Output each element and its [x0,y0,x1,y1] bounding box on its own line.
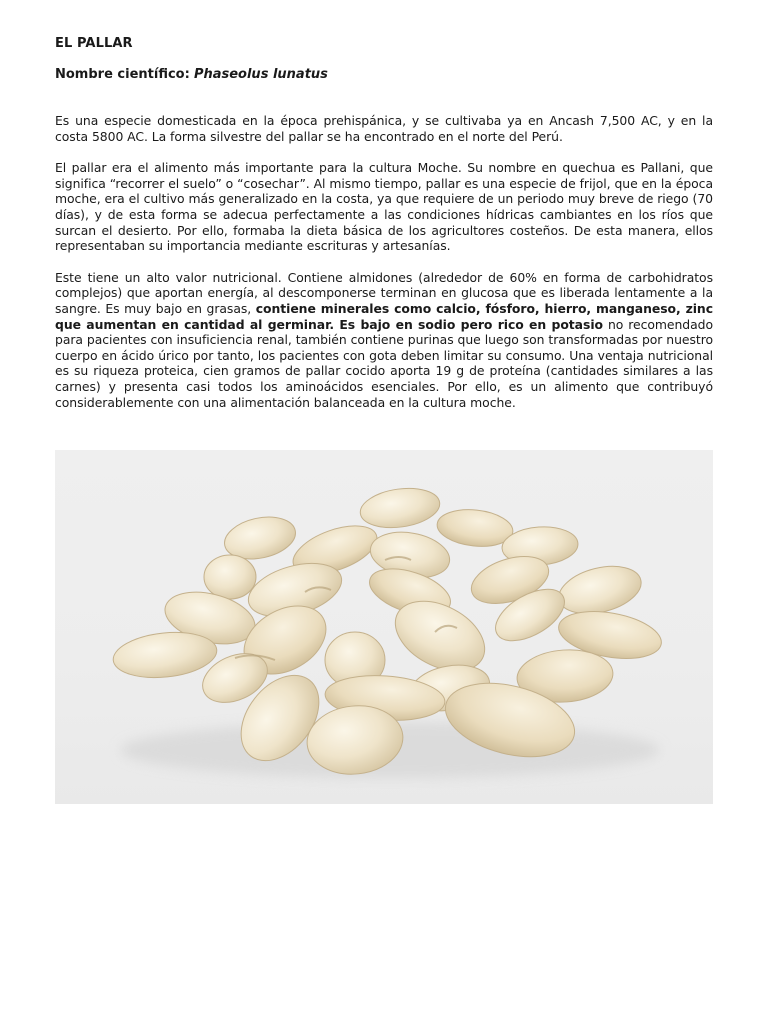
document-title: EL PALLAR [55,36,133,51]
scientific-name-label: Nombre científico: [55,67,190,82]
nutrition-text-2: no recomendado para pacientes con insuficiencia renal, también contiene purinas que luego son transformadas por nuestro cuerpo en ácido úrico por tanto, los pacientes con gota deben limitar su consumo. Una ventaja nutricional es su riqueza proteica, cien gramos de pallar cocido aporta 19 g de proteína (cantidades similares a las carnes) y presenta casi todos los aminoácidos esenciales. Por ello, es un alimento que contribuyó considerablemente con una alimentación balanceada en la cultura moche. [55,316,713,410]
nutrition-text-1: Este tiene un alto valor nutricional. Contiene almidones (alrededor de 60% en forma de carbohidratos complejos) que aportan energía, al descomponerse terminan en glucosa que es liberada lentamente a la sangre. Es muy bajo en grasas, [55,269,713,316]
bean [358,484,443,533]
scientific-name-value: Phaseolus lunatus [193,67,328,82]
lima-beans-photo [55,450,713,804]
document-page [55,36,713,410]
scientific-name-line [55,67,713,83]
paragraph-moche-culture: El pallar era el alimento más importante para la cultura Moche. Su nombre en quechua es Pallani, que significa “recorrer el suelo” o “cosechar”. Al mismo tiempo, pallar es una especie de frijol, que en la época moche, era el cultivo más generalizado en la costa, ya que requiere de un periodo muy breve de riego (70 días), y de esta forma se adecua perfectamente a las condiciones hídricas cambiantes en los ríos que surcan el desierto. Por ello, formaba la dieta básica de los agricultores costeños. De esta manera, ellos representaban su importancia mediante escrituras y artesanías. [55,160,713,254]
nutrition-bold-text: contiene minerales como calcio, fósforo, hierro, manganeso, zinc que aumentan en cantidad al germinar. Es bajo en sodio pero rico en potasio [55,300,713,332]
paragraph-origin: Es una especie domesticada en la época prehispánica, y se cultivaba ya en Ancash 7,500 AC, y en la costa 5800 AC. La forma silvestre del pallar se ha encontrado en el norte del Perú. [55,113,713,144]
paragraph-nutrition [55,270,713,410]
bean [204,555,256,599]
